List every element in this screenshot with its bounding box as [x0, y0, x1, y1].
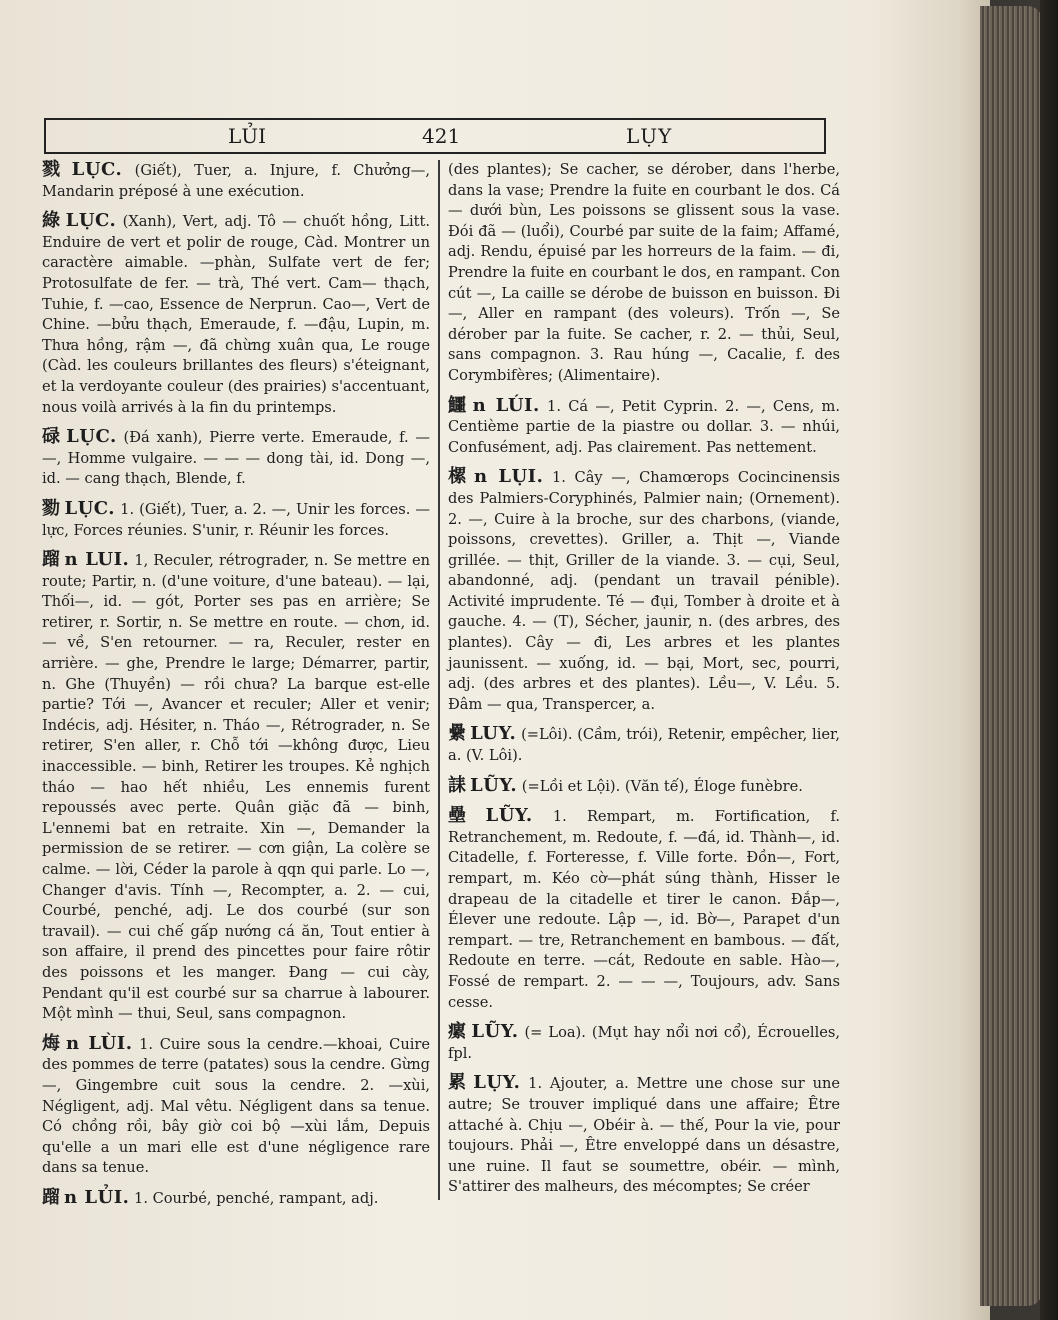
entry-definition: 1. (Giết), Tuer, a. 2. —, Unir les forces. — lực, Forces réunies. S'unir, r. Réunir les forces.	[42, 500, 431, 539]
han-character: 纍	[448, 723, 467, 745]
entry-definition: (=Lồi et Lội). (Văn tế), Éloge funèbre.	[521, 777, 803, 795]
headword: LỤC.	[64, 497, 116, 519]
headword: n LÙI.	[66, 1032, 133, 1054]
dictionary-entry	[42, 211, 430, 418]
dictionary-entry	[448, 1022, 840, 1064]
headword: LUY.	[470, 723, 517, 745]
han-character: 累	[448, 1072, 470, 1094]
headword: LŨY.	[471, 1021, 519, 1043]
han-character: 瘰	[448, 1021, 468, 1043]
dictionary-entry	[448, 724, 840, 766]
dictionary-entry-continued	[448, 160, 840, 387]
entry-definition: 1. Courbé, penché, rampant, adj.	[134, 1189, 379, 1207]
headword: n LỤI.	[473, 466, 544, 488]
han-character: 鱷	[448, 394, 469, 416]
running-header	[44, 118, 826, 154]
dictionary-entry	[42, 160, 430, 202]
right-column	[448, 160, 840, 1207]
dictionary-entry	[448, 806, 840, 1013]
entry-definition: 1. Ajouter, a. Mettre une chose sur une autre; Se trouver impliqué dans une affaire; Être attaché à. Chịu —, Obéir à. — thế, Pour la vie, pour toujours. Phải —, Être enveloppé dans un désastre, une ruine. Il faut se soumettre, obéir. — mình, S'attirer des malheurs, des mécomptes; Se créer	[448, 1075, 841, 1196]
headword: LỤC.	[66, 426, 117, 448]
han-character: 蹓	[42, 1186, 60, 1208]
book-cover	[1040, 0, 1058, 1320]
han-character: 壘	[448, 805, 482, 827]
dictionary-entry	[42, 1034, 430, 1179]
header-left-guide-word: LỦI	[228, 124, 267, 148]
han-character: 戮	[42, 159, 68, 180]
page-number: 421	[422, 124, 461, 148]
entry-definition: (Xanh), Vert, adj. Tô — chuốt hồng, Litt. Enduire de vert et polir de rouge, Càd. Montrer un caractère aimable. —phàn, Sulfate vert de fer; Protosulfate de fer. — trà, Thé vert. Cam— thạch, Tuhie, f. —cao, Essence de Nerprun. Cao—, Vert de Chine. —bửu thạch, Emeraude, f. —đậu, Lupin, m. Thưa hồng, rậm —, đã chừng xuân qua, Le rouge (Càd. les couleurs brillantes des fleurs) s'éteignant, et la verdoyante couleur (des prairies) s'accentuant, nous voilà arrivés à la fin du printemps.	[42, 213, 430, 416]
han-character: 樏	[448, 466, 470, 488]
headword: n LỦI.	[64, 1186, 130, 1208]
headword: LŨY.	[485, 805, 533, 827]
han-character: 勠	[42, 497, 61, 519]
entry-definition: (Đá xanh), Pierre verte. Emeraude, f. — —, Homme vulgaire. — — — dong tài, id. Dong —, id. — cang thạch, Blende, f.	[42, 429, 430, 488]
header-right-guide-word: LỤY	[626, 124, 673, 148]
han-character: 烸	[42, 1032, 63, 1054]
entry-definition: 1. Cuire sous la cendre.—khoai, Cuire des pommes de terre (patates) sous la cendre. Gừng —, Gingembre cuit sous la cendre. 2. —xùi, Négligent, adj. Mal vêtu. Négligent dans sa tenue. Có chồng rồi, bây giờ coi bộ —xùi lắm, Depuis qu'elle a un mari elle est d'une négligence rare dans sa tenue.	[42, 1035, 431, 1177]
dictionary-entry	[42, 1188, 430, 1210]
entry-definition: 1, Reculer, rétrograder, n. Se mettre en route; Partir, n. (d'une voiture, d'une bateau). — lại, Thối—, id. — gót, Porter ses pas en arrière; Se retirer, r. Sortir, n. Se mettre en route. — chơn, id. — về, S'en retourner. — ra, Reculer, rester en arrière. — ghe, Prendre le large; Démarrer, partir, n. Ghe (Thuyền) — rồi chưa? La barque est-elle partie? Tới —, Avancer et reculer; Aller et venir; Indécis, adj. Hésiter, n. Tháo —, Rétrograder, n. Se retirer, S'en aller, r. Chỗ tới —không được, Lieu inaccessible. — binh, Retirer les troupes. Kẻ nghịch tháo — hao hết nhiều, Les ennemis furent repoussés avec perte. Quân giặc đã — binh, L'ennemi bat en retraite. Xin —, Demander la permission de se retirer. — cơn giận, La colère se calme. — lời, Céder la parole à qqn qui parle. Lo —, Changer d'avis. Tính —, Recompter, a. 2. — cui, Courbé, penché, adj. Le dos courbé (sur son travail). — cui chế gấp nướng cá ăn, Tout entier à son affaire, il prend des pincettes pour faire rôtir des poissons et les manger. Đang — cui cày, Pendant qu'il est courbé sur sa charrue à labourer. Một mình — thui, Seul, sans compagnon.	[42, 552, 430, 1023]
entry-definition: (Giết), Tuer, a. Injure, f. Chưởng—, Mandarin préposé à une exécution.	[42, 162, 431, 200]
dictionary-entry	[448, 776, 840, 798]
entry-definition: (=Lôi). (Cầm, trói), Retenir, empêcher, lier, a. (V. Lôi).	[448, 726, 841, 765]
dictionary-entry	[42, 499, 430, 541]
headword: n LÚI.	[472, 394, 540, 416]
entry-definition: 1. Cá —, Petit Cyprin. 2. —, Cens, m. Centième partie de la piastre ou dollar. 3. — nhúi, Confusément, adj. Pas clairement. Pas nettement.	[448, 397, 840, 456]
entry-definition: 1. Rempart, m. Fortification, f. Retranchement, m. Redoute, f. —đá, id. Thành—, id. Citadelle, f. Forteresse, f. Ville forte. Đồn—, Fort, rempart, m. Kéo cờ—phát súng thành, Hisser le drapeau de la citadelle et tirer le canon. Đắp—, Élever une redoute. Lập —, id. Bờ—, Parapet d'un rempart. — tre, Retranchement en bambous. — đất, Redoute en terre. —cát, Redoute en sable. Hào—, Fossé de rempart. 2. — — —, Toujours, adv. Sans cesse.	[448, 808, 841, 1011]
left-column	[42, 160, 430, 1219]
entry-definition: (= Loa). (Mụt hay nổi nơi cổ), Écrouelles, fpl.	[448, 1024, 841, 1062]
headword: LỤC.	[71, 159, 123, 180]
headword: LỤY.	[473, 1072, 521, 1094]
entry-definition: (des plantes); Se cacher, se dérober, dans l'herbe, dans la vase; Prendre la fuite en courbant le dos. Cá — dưới bùn, Les poissons se glissent sous la vase. Đói đã — (luổi), Courbé par suite de la faim; Affamé, adj. Rendu, épuisé par les horreurs de la faim. — đi, Prendre la fuite en courbant le dos, en rampant. Con cút —, La caille se dérobe de buisson en buisson. Đi —, Aller en rampant (des voleurs). Trốn —, Se dérober par la fuite. Se cacher, r. 2. — thủi, Seul, sans compagnon. 3. Rau húng —, Cacalie, f. des Corymbifères; (Alimentaire).	[448, 161, 840, 384]
column-divider	[438, 160, 440, 1200]
dictionary-entry	[42, 427, 430, 490]
entry-definition: 1. Cây —, Chamœrops Cocincinensis des Palmiers-Coryphinés, Palmier nain; (Ornement). 2. —, Cuire à la broche, sur des charbons, (viande, poissons, crevettes). Griller, a. Thịt —, Viande grillée. — thịt, Griller de la viande. 3. — cụi, Seul, abandonné, adj. (pendant un travail pénible). Activité imprudente. Té — đụi, Tomber à droite et à gauche. 4. — (T), Sécher, jaunir, n. (des arbres, des plantes). Cây — đi, Les arbres et les plantes jaunissent. — xuống, id. — bại, Mort, sec, pourri, adj. (des arbres et des plantes). Lều—, V. Lều. 5. Đâm — qua, Transpercer, a.	[448, 469, 840, 713]
headword: n LUI.	[64, 549, 130, 571]
han-character: 蹓	[42, 549, 61, 571]
han-character: 碌	[42, 426, 63, 448]
page-edges	[980, 6, 1042, 1306]
headword: LŨY.	[470, 774, 518, 796]
dictionary-entry	[42, 550, 430, 1025]
dictionary-entry	[448, 396, 840, 459]
dictionary-entry	[448, 1073, 840, 1198]
dictionary-entry	[448, 467, 840, 715]
han-character: 綠	[42, 210, 62, 232]
han-character: 誄	[448, 774, 466, 796]
headword: LỤC.	[65, 210, 117, 232]
